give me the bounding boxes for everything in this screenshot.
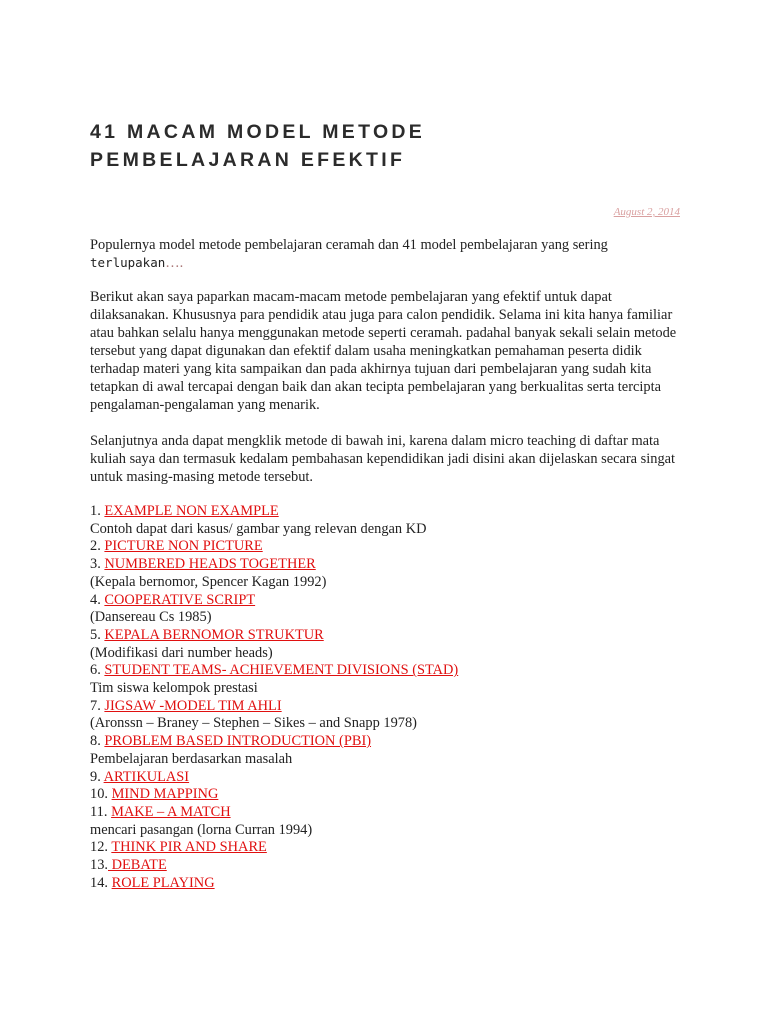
method-number: 7. xyxy=(90,697,105,714)
method-item xyxy=(90,786,680,804)
method-link[interactable]: PICTURE NON PICTURE xyxy=(104,538,263,555)
method-item xyxy=(90,556,680,574)
method-item xyxy=(90,769,680,787)
method-item xyxy=(90,857,680,875)
method-link[interactable]: PROBLEM BASED INTRODUCTION (PBI) xyxy=(104,733,372,750)
method-link[interactable]: KEPALA BERNOMOR STRUKTUR xyxy=(104,626,324,643)
method-item xyxy=(90,875,680,893)
method-link[interactable]: EXAMPLE NON EXAMPLE xyxy=(104,503,279,519)
method-number: 12. xyxy=(90,839,112,856)
method-number: 10. xyxy=(90,786,112,803)
date-row xyxy=(90,202,680,218)
method-number: 8. xyxy=(90,733,105,750)
method-item xyxy=(90,698,680,716)
method-item xyxy=(90,503,680,521)
method-note: mencari pasangan (lorna Curran 1994) xyxy=(90,821,313,838)
method-link[interactable]: NUMBERED HEADS TOGETHER xyxy=(104,556,316,573)
method-item xyxy=(90,733,680,751)
intro-mono-word: terlupakan xyxy=(90,255,166,270)
method-number: 4. xyxy=(90,591,105,608)
method-item xyxy=(90,839,680,857)
method-number: 9. xyxy=(90,768,104,785)
method-item xyxy=(90,662,680,680)
title-line-1: 41 MACAM MODEL METODE xyxy=(90,121,426,143)
method-number: 2. xyxy=(90,538,105,555)
article xyxy=(90,118,680,892)
method-number: 14. xyxy=(90,874,112,891)
method-note: (Dansereau Cs 1985) xyxy=(90,609,212,626)
title-line-2: PEMBELAJARAN EFEKTIF xyxy=(90,149,406,171)
method-link[interactable]: MAKE – A MATCH xyxy=(111,803,231,820)
method-number: 3. xyxy=(90,556,105,573)
method-link[interactable]: DEBATE xyxy=(108,857,167,874)
method-number: 6. xyxy=(90,662,105,679)
method-number: 5. xyxy=(90,626,105,643)
method-link[interactable]: ROLE PLAYING xyxy=(111,874,215,891)
method-link[interactable]: COOPERATIVE SCRIPT xyxy=(104,591,256,608)
method-link[interactable]: JIGSAW -MODEL TIM AHLI xyxy=(104,697,282,714)
method-note: Tim siswa kelompok prestasi xyxy=(90,680,258,697)
method-item xyxy=(90,592,680,610)
method-note: (Kepala bernomor, Spencer Kagan 1992) xyxy=(90,573,327,590)
post-date-link[interactable]: August 2, 2014 xyxy=(613,206,680,218)
method-list xyxy=(90,503,680,892)
method-note: (Modifikasi dari number heads) xyxy=(90,644,273,661)
body-paragraph-2: Berikut akan saya paparkan macam-macam metode pembelajaran yang efektif untuk dapat dilaksanakan. Khususnya para pendidik atau juga para calon pendidik. Selama ini kita hanya familiar atau bahkan selalu hanya menggunakan metode seperti ceramah. padahal banyak sekali selain metode tersebut yang dapat digunakan dan efektif dalam usaha meningkatkan pemahaman peserta didik terhadap materi yang kita sampaikan dan pada akhirnya tujuan dari pembelajaran yang sudah kita tetapkan di awal tercapai dengan baik dan akan tecipta pembelajaran yang berkualitas serta tercipta pengalaman-pengalaman yang menarik. xyxy=(90,289,677,413)
intro-text: Populernya model metode pembelajaran ceramah dan 41 model pembelajaran yang sering xyxy=(90,237,608,253)
method-link[interactable]: ARTIKULASI xyxy=(103,768,190,785)
method-number: 11. xyxy=(90,803,112,820)
intro-ellipsis: …. xyxy=(165,255,184,271)
method-item xyxy=(90,538,680,556)
body-paragraph-3: Selanjutnya anda dapat mengklik metode di bawah ini, karena dalam micro teaching di daftar mata kuliah saya dan termasuk kedalam pembahasan kependidikan jadi disini akan dijelaskan secara singat untuk masing-masing metode tersebut. xyxy=(90,433,676,485)
method-note: Pembelajaran berdasarkan masalah xyxy=(90,750,293,767)
method-number: 13. xyxy=(90,857,108,874)
method-item xyxy=(90,627,680,645)
page-title xyxy=(90,118,680,174)
method-link[interactable]: THINK PIR AND SHARE xyxy=(111,839,267,856)
method-link[interactable]: MIND MAPPING xyxy=(111,786,219,803)
method-note: Contoh dapat dari kasus/ gambar yang relevan dengan KD xyxy=(90,520,427,537)
method-note: (Aronssn – Braney – Stephen – Sikes – and Snapp 1978) xyxy=(90,715,417,732)
method-link[interactable]: STUDENT TEAMS- ACHIEVEMENT DIVISIONS (STAD) xyxy=(104,662,459,679)
method-item xyxy=(90,804,680,822)
intro-paragraph xyxy=(90,236,680,272)
method-number: 1. xyxy=(90,503,105,519)
